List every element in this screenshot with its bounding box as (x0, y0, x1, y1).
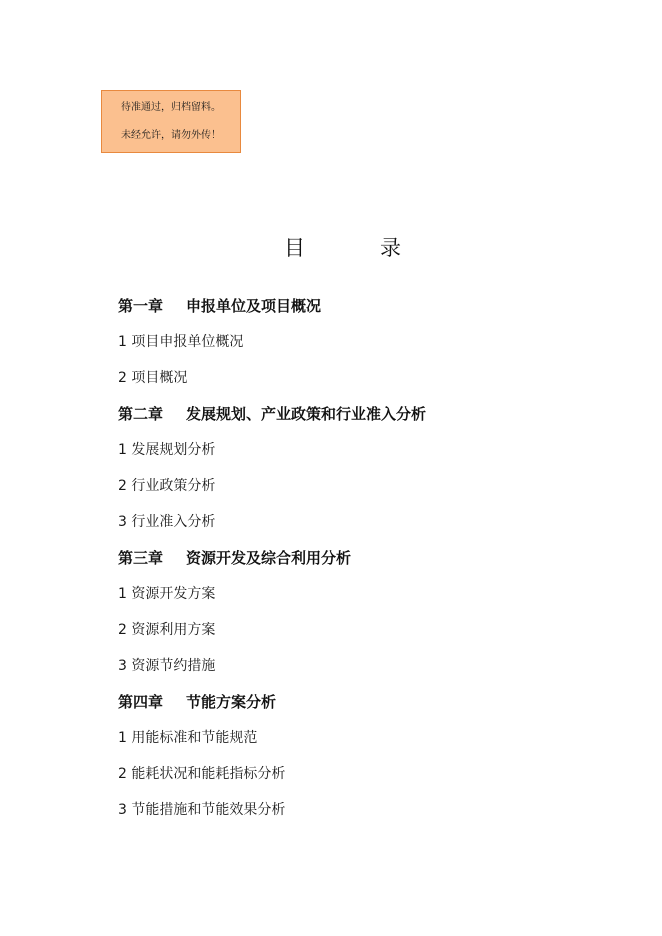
section-title: 3 节能措施和节能效果分析 (118, 802, 286, 818)
chapter-number: 第四章 (118, 693, 164, 711)
toc-list (118, 296, 618, 836)
toc-title (0, 234, 662, 262)
chapter-number: 第三章 (118, 549, 164, 567)
toc-section[interactable] (118, 656, 618, 692)
section-title: 1 项目申报单位概况 (118, 334, 244, 350)
chapter-number: 第二章 (118, 405, 164, 423)
toc-chapter-2[interactable] (118, 404, 618, 440)
section-title: 1 发展规划分析 (118, 442, 216, 458)
toc-title-char-2: 录 (380, 236, 401, 260)
chapter-title: 发展规划、产业政策和行业准入分析 (186, 405, 427, 423)
chapter-title: 资源开发及综合利用分析 (186, 549, 352, 567)
toc-chapter-1[interactable] (118, 296, 618, 332)
toc-section[interactable] (118, 476, 618, 512)
section-title: 2 能耗状况和能耗指标分析 (118, 766, 286, 782)
chapter-title: 申报单位及项目概况 (186, 297, 322, 315)
toc-section[interactable] (118, 512, 618, 548)
section-title: 2 资源利用方案 (118, 622, 216, 638)
toc-section[interactable] (118, 440, 618, 476)
section-title: 2 项目概况 (118, 370, 188, 386)
toc-chapter-3[interactable] (118, 548, 618, 584)
section-title: 3 资源节约措施 (118, 658, 216, 674)
notice-line-2: 未经允许，请勿外传！ (121, 130, 221, 141)
section-title: 2 行业政策分析 (118, 478, 216, 494)
section-title: 1 资源开发方案 (118, 586, 216, 602)
chapter-number: 第一章 (118, 297, 164, 315)
notice-line-1: 待准通过，归档留料。 (121, 102, 221, 113)
toc-section[interactable] (118, 728, 618, 764)
section-title: 1 用能标准和节能规范 (118, 730, 258, 746)
toc-section[interactable] (118, 764, 618, 800)
toc-section[interactable] (118, 332, 618, 368)
toc-section[interactable] (118, 620, 618, 656)
chapter-title: 节能方案分析 (186, 693, 277, 711)
toc-chapter-4[interactable] (118, 692, 618, 728)
toc-section[interactable] (118, 584, 618, 620)
section-title: 3 行业准入分析 (118, 514, 216, 530)
toc-section[interactable] (118, 368, 618, 404)
toc-title-char-1: 目 (284, 236, 305, 260)
toc-section[interactable] (118, 800, 618, 836)
notice-box (101, 90, 241, 153)
